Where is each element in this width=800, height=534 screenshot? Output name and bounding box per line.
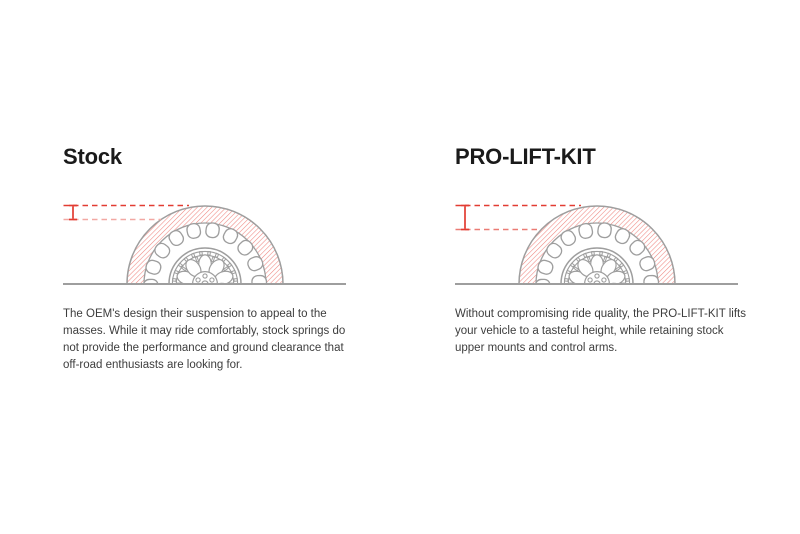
panel-stock [63, 144, 355, 371]
stock-heading: Stock [63, 144, 122, 169]
lift-measure-arrow [461, 206, 469, 230]
prolift-diagram [455, 197, 740, 288]
prolift-heading: PRO-LIFT-KIT [455, 144, 596, 169]
prolift-wheel-illustration [455, 197, 740, 288]
lift-measure-arrow [69, 206, 77, 220]
wheel-rim [561, 248, 633, 288]
stock-wheel-illustration [63, 197, 348, 288]
prolift-description: Without compromising ride quality, the PRO-LIFT-KIT lifts your vehicle to a tasteful height, while retaining stock upper mounts and control arms. [455, 308, 746, 354]
panel-pro-lift-kit [455, 146, 747, 361]
stock-description: The OEM's design their suspension to appeal to the masses. While it may ride comfortably, stock springs do not provide the performance and ground clearance that off-road enthusiasts are looking for. [63, 308, 346, 371]
stock-diagram [63, 197, 348, 288]
wheel-rim [169, 248, 241, 288]
